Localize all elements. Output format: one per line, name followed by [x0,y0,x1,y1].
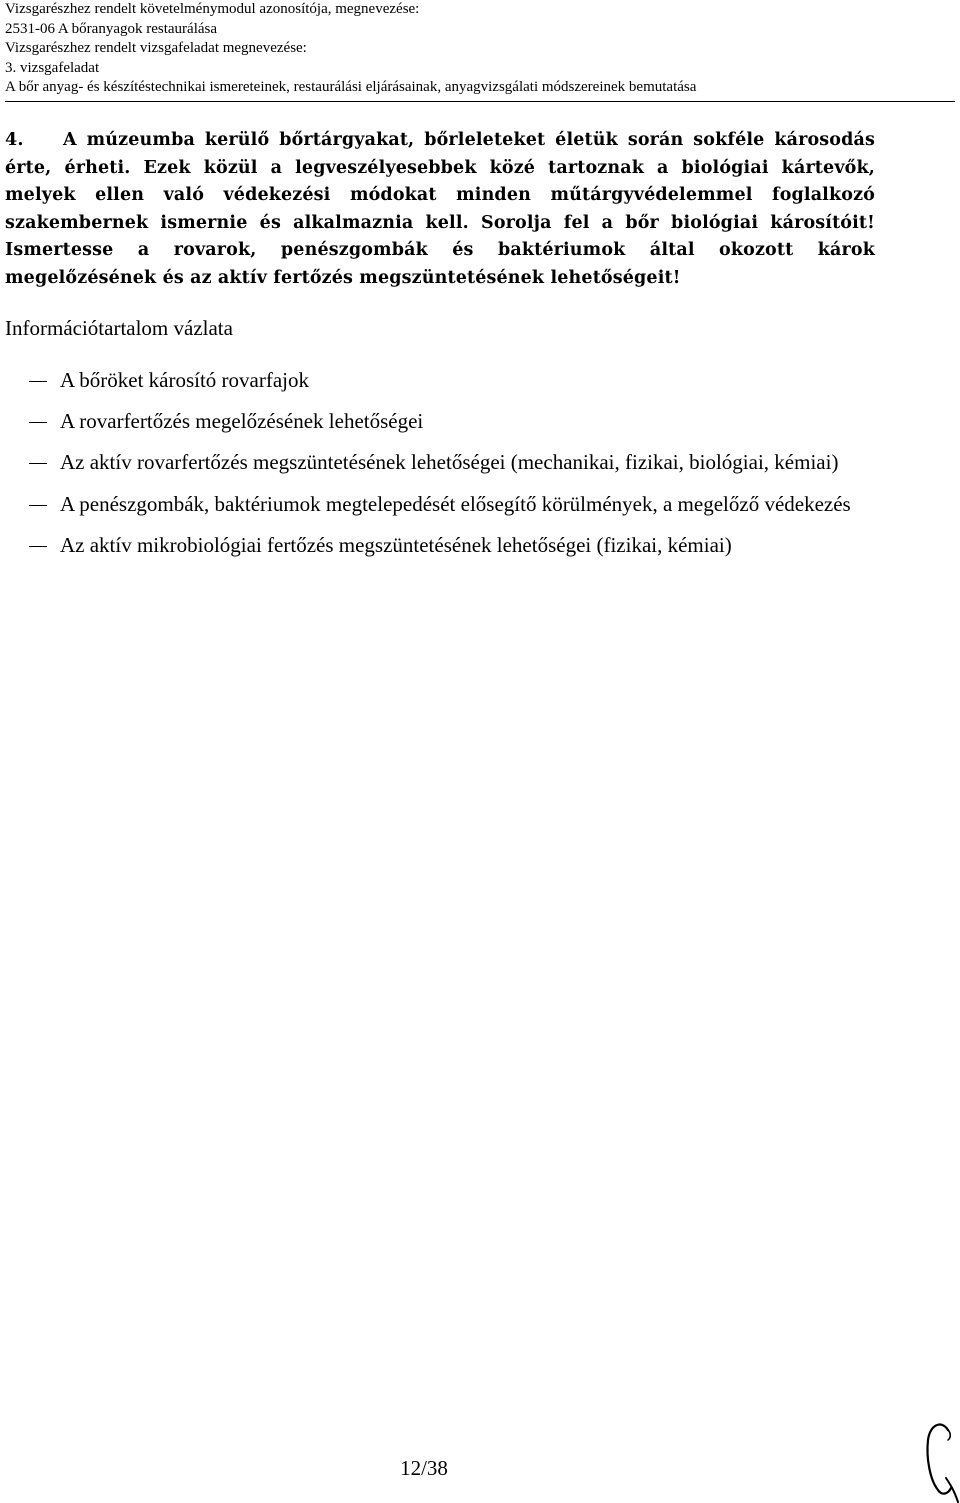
dash-bullet-icon [29,422,47,423]
list-item-text: A penészgombák, baktériumok megtelepedését elősegítő körülmények, a megelőző védekezés [60,491,851,516]
task-number: 4. [5,130,24,150]
dash-bullet-icon [29,505,47,506]
header-module-label: Vizsgarészhez rendelt követelménymodul azonosítója, megnevezése: [5,1,420,17]
list-item-text: Az aktív mikrobiológiai fertőzés megszüntetésének lehetőségei (fizikai, kémiai) [60,532,732,557]
list-item-text: Az aktív rovarfertőzés megszüntetésének lehetőségei (mechanikai, fizikai, biológiai, kémiai) [60,450,839,475]
dash-bullet-icon [29,546,47,547]
page-number: 12/38 [400,1456,448,1480]
header-divider [5,101,955,102]
task-text: A múzeumba kerülő bőrtárgyakat, bőrleleteket életük során sokféle károsodás érte, érheti. Ezek közül a legveszélyesebbek közé tartoznak a biológiai kártevők, melyek ellen való védekezési módokat minden műtárgyvédelemmel foglalkozó szakembernek ismernie és alkalmaznia kell. Sorolja fel a bőr biológiai károsítóit! Ismertesse a rovarok, penészgombák és baktériumok által okozott károk megelőzésének és az aktív fertőzés megszüntetésének lehetőségeit! [5,130,875,288]
header-module-name: 2531-06 A bőranyagok restaurálása [5,20,218,37]
dash-bullet-icon [29,463,47,464]
document-header [5,0,955,98]
list-item-text: A rovarfertőzés megelőzésének lehetőségei [60,409,424,434]
header-task-label: Vizsgarészhez rendelt vizsgafeladat megnevezése: [5,40,307,56]
handwritten-signature-icon [918,1418,960,1503]
task-statement [5,127,875,292]
list-item [5,442,875,483]
list-item-text: A bőröket károsító rovarfajok [60,368,310,392]
outline-title: Információtartalom vázlata [5,316,233,340]
dash-bullet-icon [29,381,47,382]
header-task-title: A bőr anyag- és készítéstechnikai ismereteinek, restaurálási eljárásainak, anyagvizsgálati módszereinek bemutatása [5,79,697,95]
list-item [5,401,875,442]
outline-list [5,360,875,566]
list-item [5,360,875,401]
header-task-number: 3. vizsgafeladat [5,59,100,76]
list-item [5,525,875,566]
list-item [5,484,875,525]
